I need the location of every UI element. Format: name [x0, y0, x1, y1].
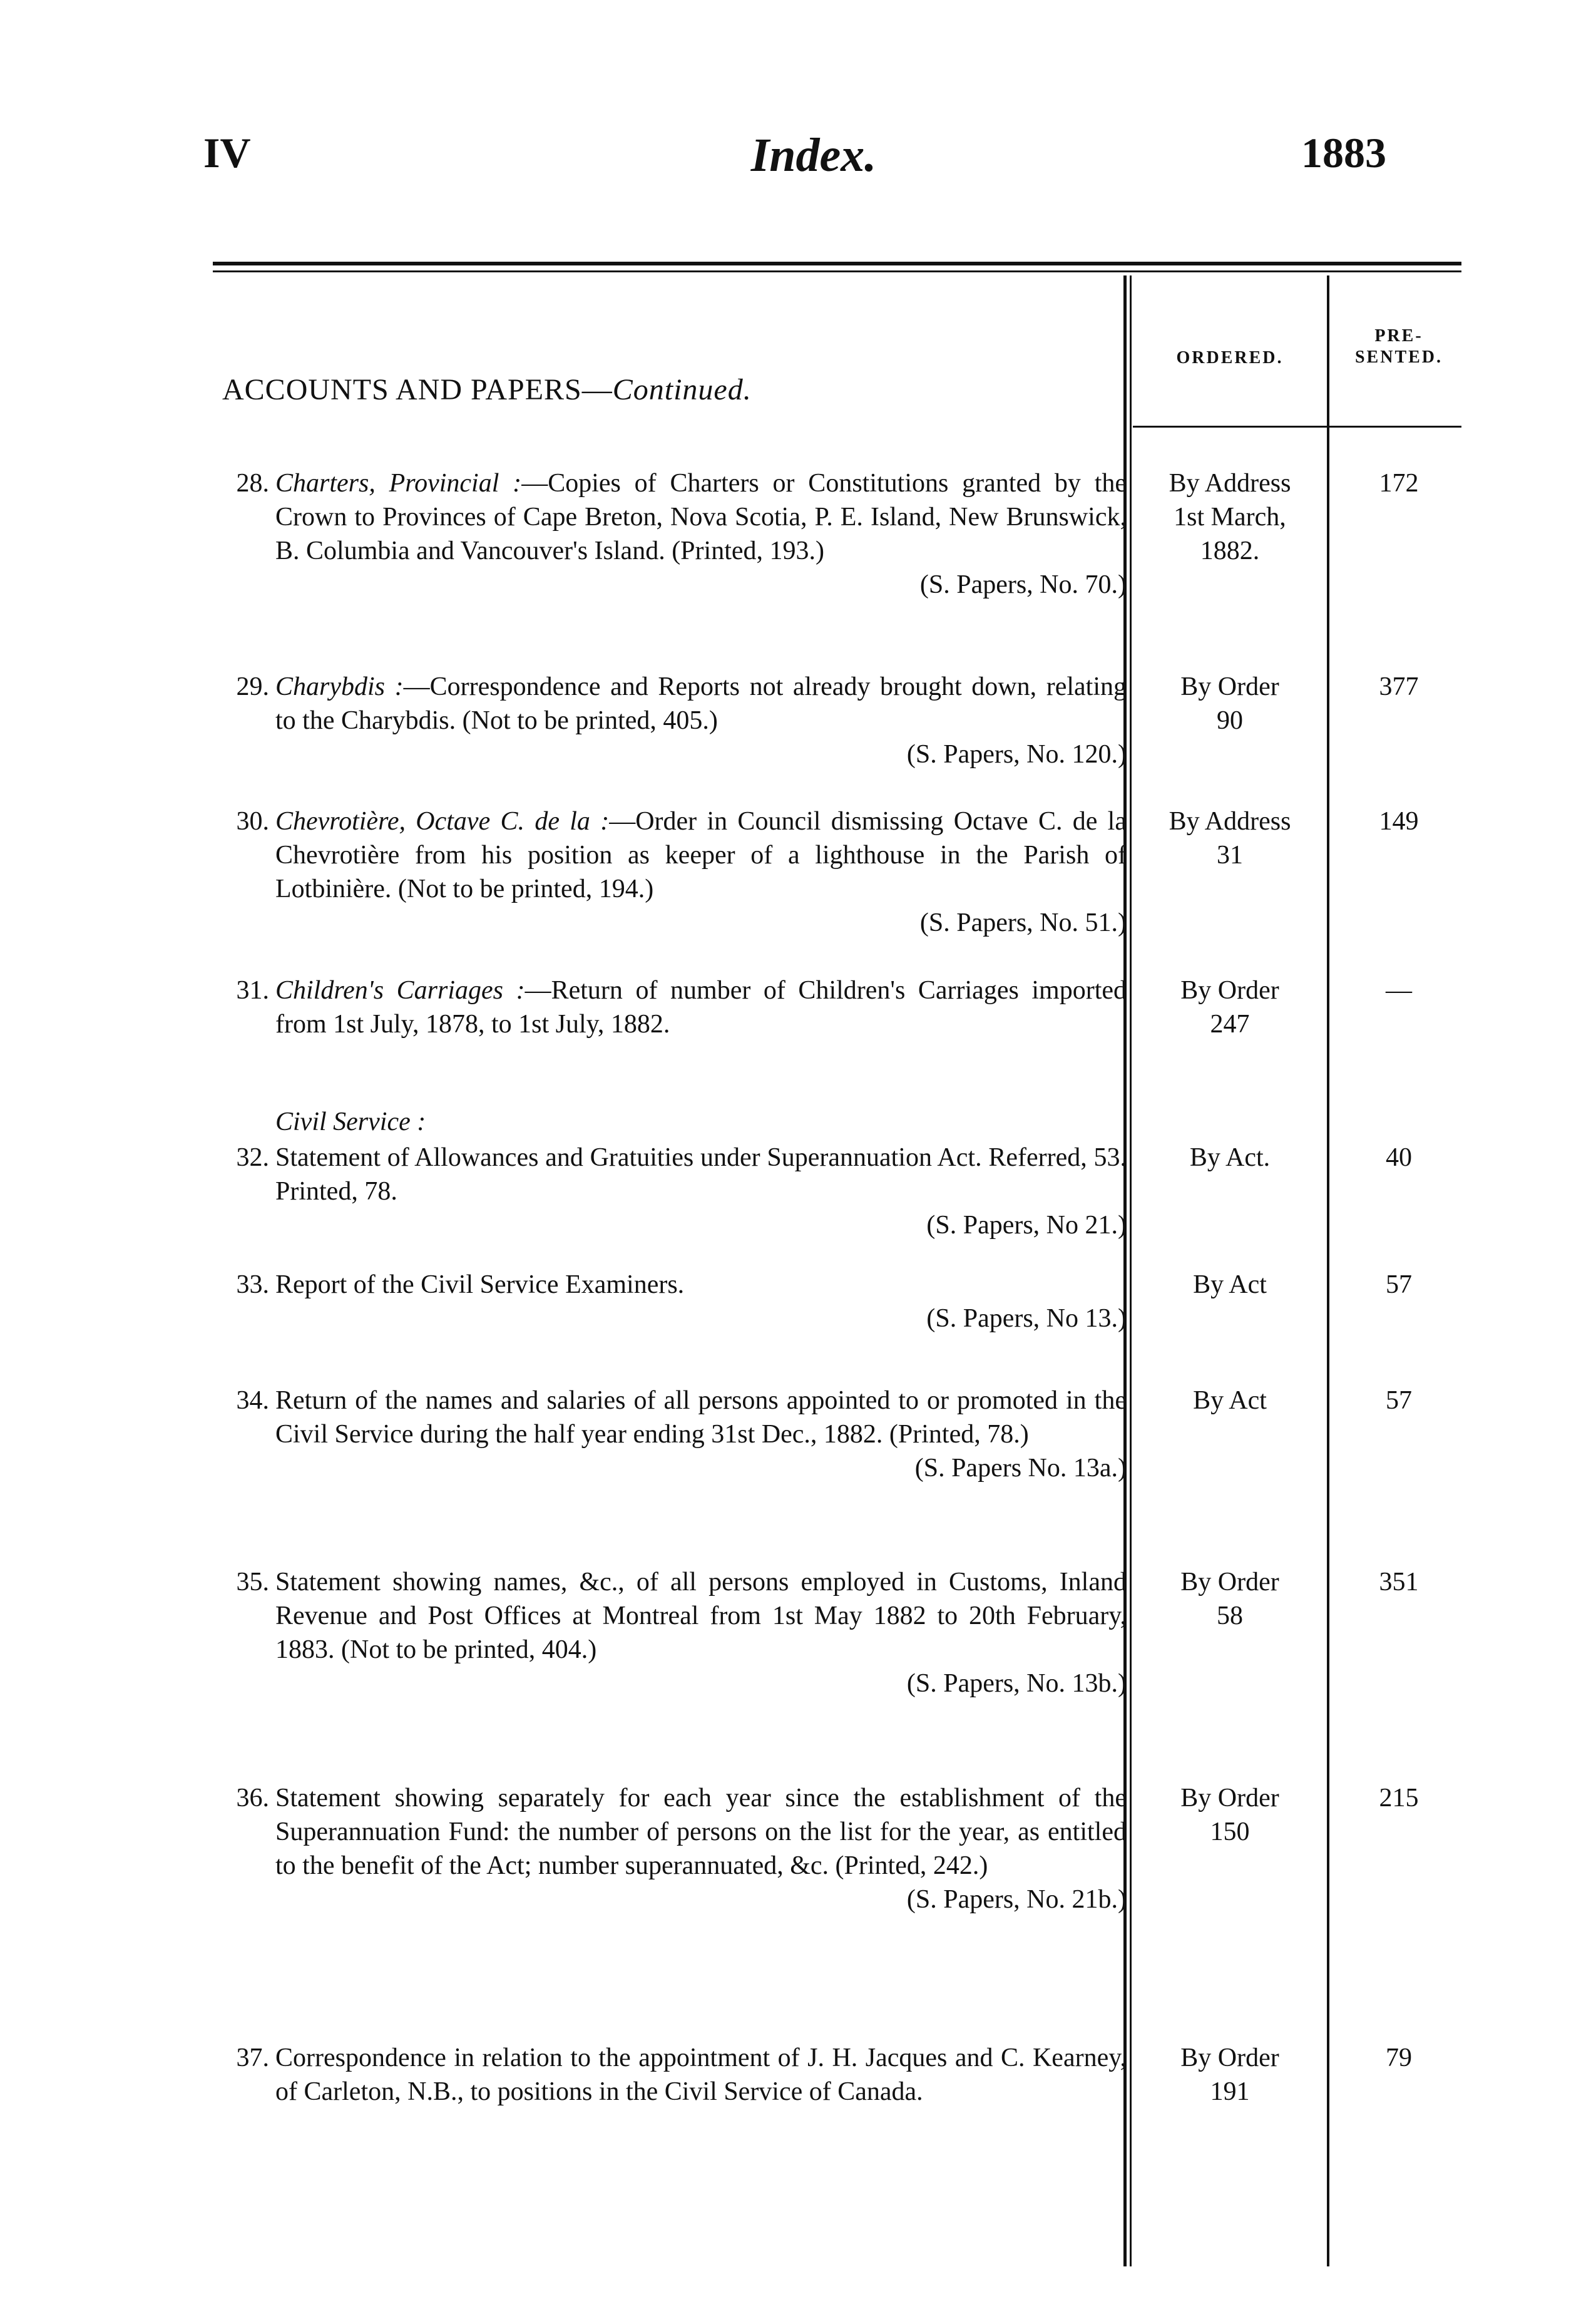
entry-number: 37.: [236, 2044, 269, 2072]
column-heading-presented: PRE- SENTED.: [1354, 326, 1443, 367]
entry-text: Statement of Allowances and Gratuities under Superannuation Act. Referred, 53. Printed, 78.: [275, 1143, 1127, 1206]
entry-reference: (S. Papers, No. 13b.): [906, 1669, 1127, 1698]
entry-title: Children's Carriages :: [275, 976, 525, 1005]
page-number: IV: [203, 129, 251, 177]
entry-presented: —: [1386, 976, 1412, 1005]
entry-title: Charybdis :: [275, 672, 404, 701]
entry-number: 29.: [236, 672, 269, 701]
entry-presented: 57: [1386, 1270, 1412, 1299]
entry-reference: (S. Papers, No. 70.): [919, 570, 1127, 599]
entry-number: 36.: [236, 1784, 269, 1812]
entry-text: —Copies of Charters or Constitutions granted by the Crown to Provinces of Cape Breton, Nova Scotia, P. E. Island, New Brunswick, B. Columbia and Vancouver's Island. (Printed, 193.): [275, 469, 1127, 565]
index-entry: [236, 2041, 1127, 2109]
column-header-rule: [1133, 426, 1461, 428]
header-rule-bottom: [213, 270, 1461, 272]
entry-ordered: By Order 247: [1180, 976, 1279, 1039]
entry-ordered: By Order 58: [1180, 1568, 1279, 1630]
subheading-civil-service: Civil Service :: [275, 1108, 426, 1136]
entry-text: —Return of number of Children's Carriages imported from 1st July, 1878, to 1st July, 1882.: [275, 976, 1127, 1039]
entry-reference: (S. Papers, No 21.): [926, 1211, 1127, 1240]
column-heading-ordered: ORDERED.: [1176, 348, 1284, 368]
entry-ordered: By Address 1st March, 1882.: [1169, 469, 1291, 565]
index-entry: [236, 1384, 1127, 1485]
entry-text: Statement showing names, &c., of all persons employed in Customs, Inland Revenue and Post Offices at Montreal from 1st May 1882 to 20th February, 1883. (Not to be printed, 404.): [275, 1568, 1127, 1664]
entry-presented: 40: [1386, 1143, 1412, 1172]
entry-reference: (S. Papers, No. 120.): [906, 740, 1127, 769]
entry-ordered: By Act.: [1189, 1143, 1271, 1172]
entry-number: 35.: [236, 1568, 269, 1596]
index-entry: [236, 466, 1127, 602]
entry-reference: (S. Papers, No. 21b.): [906, 1885, 1127, 1914]
entry-reference: (S. Papers, No. 51.): [919, 908, 1127, 937]
header-rule-top: [213, 262, 1461, 265]
entry-text: Return of the names and salaries of all persons appointed to or promoted in the Civil Service during the half year ending 31st Dec., 1882. (Printed, 78.): [275, 1386, 1127, 1449]
entry-number: 30.: [236, 807, 269, 836]
entry-text: Report of the Civil Service Examiners.: [275, 1270, 685, 1299]
entry-presented: 215: [1379, 1784, 1419, 1812]
entry-ordered: By Act: [1193, 1386, 1267, 1415]
entry-presented: 79: [1386, 2044, 1412, 2072]
entry-text: Statement showing separately for each year since the establishment of the Superannuation Fund: the number of persons on the list for the year, as entitled to the benefit of the Act; number superannuated, &c. (Printed, 242.): [275, 1784, 1127, 1880]
entry-text: Correspondence in relation to the appointment of J. H. Jacques and C. Kearney, of Carleton, N.B., to positions in the Civil Service of Canada.: [275, 2044, 1127, 2106]
section-title: ACCOUNTS AND PAPERS—Continued.: [222, 373, 752, 406]
entry-number: 33.: [236, 1270, 269, 1299]
entry-number: 32.: [236, 1143, 269, 1172]
column-divider-right: [1327, 275, 1329, 2266]
page-year: 1883: [1301, 129, 1386, 177]
index-entry: [236, 805, 1127, 940]
entry-presented: 172: [1379, 469, 1419, 498]
entry-ordered: By Address 31: [1169, 807, 1291, 870]
entry-ordered: By Order 150: [1180, 1784, 1279, 1846]
entry-text: —Order in Council dismissing Octave C. de la Chevrotière from his position as keeper of a lighthouse in the Parish of Lotbinière. (Not to be printed, 194.): [275, 807, 1127, 903]
entry-presented: 351: [1379, 1568, 1419, 1596]
entry-number: 28.: [236, 469, 269, 498]
index-entry: [236, 1268, 1127, 1335]
entry-reference: (S. Papers No. 13a.): [914, 1454, 1127, 1483]
index-entry: [236, 974, 1127, 1041]
entry-title: Chevrotière, Octave C. de la :: [275, 807, 610, 836]
entry-presented: 377: [1379, 672, 1419, 701]
entry-number: 31.: [236, 976, 269, 1005]
entry-presented: 57: [1386, 1386, 1412, 1415]
entry-reference: (S. Papers, No 13.): [926, 1304, 1127, 1333]
column-divider-left-inner: [1130, 275, 1132, 2266]
entry-ordered: By Order 191: [1180, 2044, 1279, 2106]
entry-ordered: By Order 90: [1180, 672, 1279, 735]
entry-number: 34.: [236, 1386, 269, 1415]
entry-presented: 149: [1379, 807, 1419, 836]
entry-text: —Correspondence and Reports not already brought down, relating to the Charybdis. (Not to be printed, 405.): [275, 672, 1127, 735]
page-title: Index.: [750, 129, 877, 182]
index-entry: [236, 1565, 1127, 1700]
entry-ordered: By Act: [1193, 1270, 1267, 1299]
index-entry: [236, 670, 1127, 771]
entry-title: Charters, Provincial :: [275, 469, 522, 498]
index-entry: [236, 1781, 1127, 1916]
index-entry: [236, 1141, 1127, 1242]
